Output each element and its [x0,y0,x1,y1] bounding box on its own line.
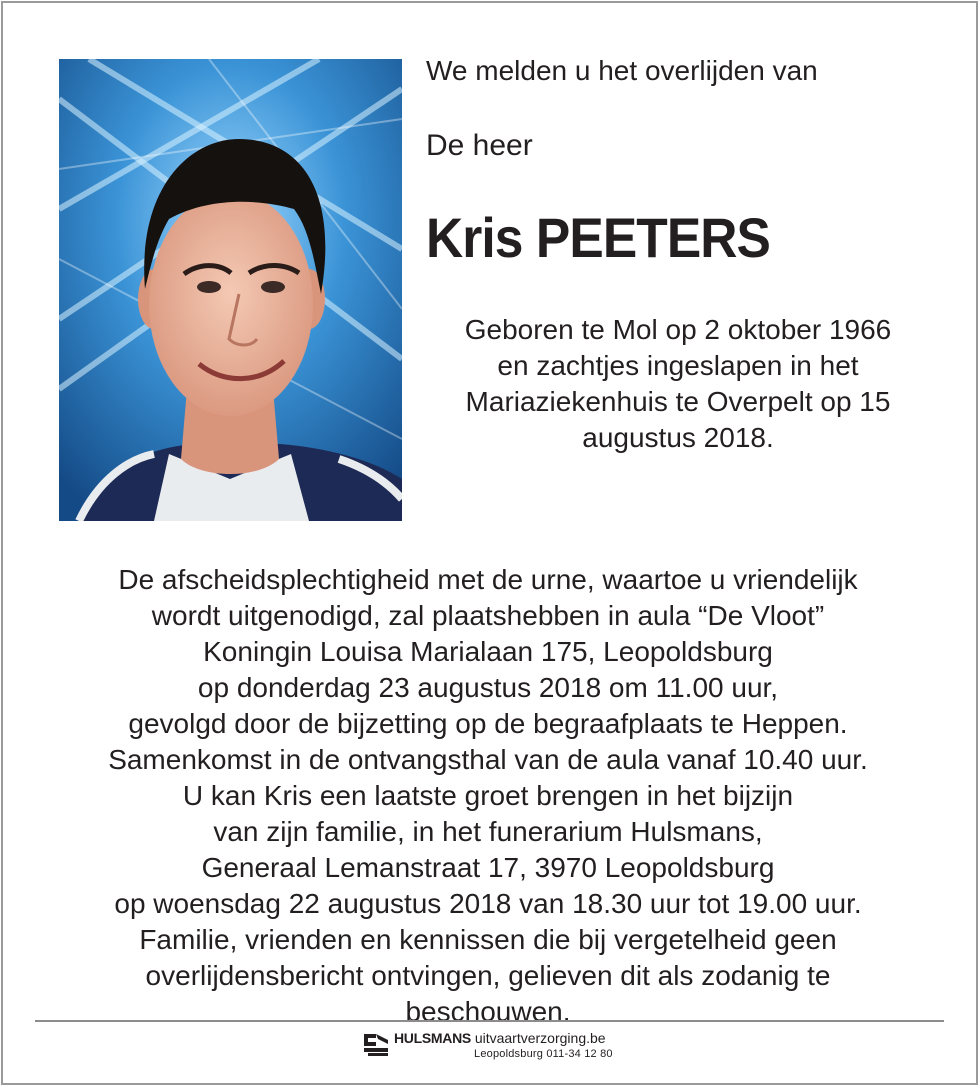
body-line: beschouwen. [405,996,571,1027]
portrait-photo [59,59,402,521]
body-line: De afscheidsplechtigheid met de urne, waartoe u vriendelijk [118,564,858,595]
portrait-image [59,59,402,521]
honorific: De heer [426,129,533,162]
brand-name [394,1030,606,1046]
birth-death-details [418,312,938,456]
born-line: Geboren te Mol op 2 oktober 1966 [464,314,892,345]
hulsmans-logo-icon [362,1030,390,1058]
deceased-name: Kris PEETERS [426,206,770,269]
intro-text: We melden u het overlijden van [426,55,818,86]
body-line: U kan Kris een laatste groet brengen in het bijzijn [182,780,794,811]
body-line: Generaal Lemanstraat 17, 3970 Leopoldsburg [201,852,775,883]
body-line: Familie, vrienden en kennissen die bij vergetelheid geen [139,924,837,955]
born-line: augustus 2018. [582,422,774,453]
brand-bold: HULSMANS [394,1030,471,1046]
born-line: en zachtjes ingeslapen in het [497,350,859,381]
body-line: overlijdensbericht ontvingen, gelieven dit als zodanig te [145,960,831,991]
body-line: gevolgd door de bijzetting op de begraafplaats te Heppen. [128,708,848,739]
body-line: op woensdag 22 augustus 2018 van 18.30 uur tot 19.00 uur. [114,888,862,919]
body-line: Koningin Louisa Marialaan 175, Leopoldsburg [203,636,773,667]
body-line: Samenkomst in de ontvangsthal van de aula vanaf 10.40 uur. [108,744,868,775]
body-line: wordt uitgenodigd, zal plaatshebben in aula “De Vloot” [151,600,825,631]
body-line: op donderdag 23 augustus 2018 om 11.00 uur, [197,672,779,703]
ceremony-details [20,562,956,1030]
brand-domain: uitvaartverzorging.be [470,1030,606,1046]
body-line: van zijn familie, in het funerarium Hulsmans, [213,816,763,847]
brand-contact: Leopoldsburg 011-34 12 80 [474,1048,613,1060]
footer-divider [35,1020,944,1022]
born-line: Mariaziekenhuis te Overpelt op 15 [465,386,891,417]
